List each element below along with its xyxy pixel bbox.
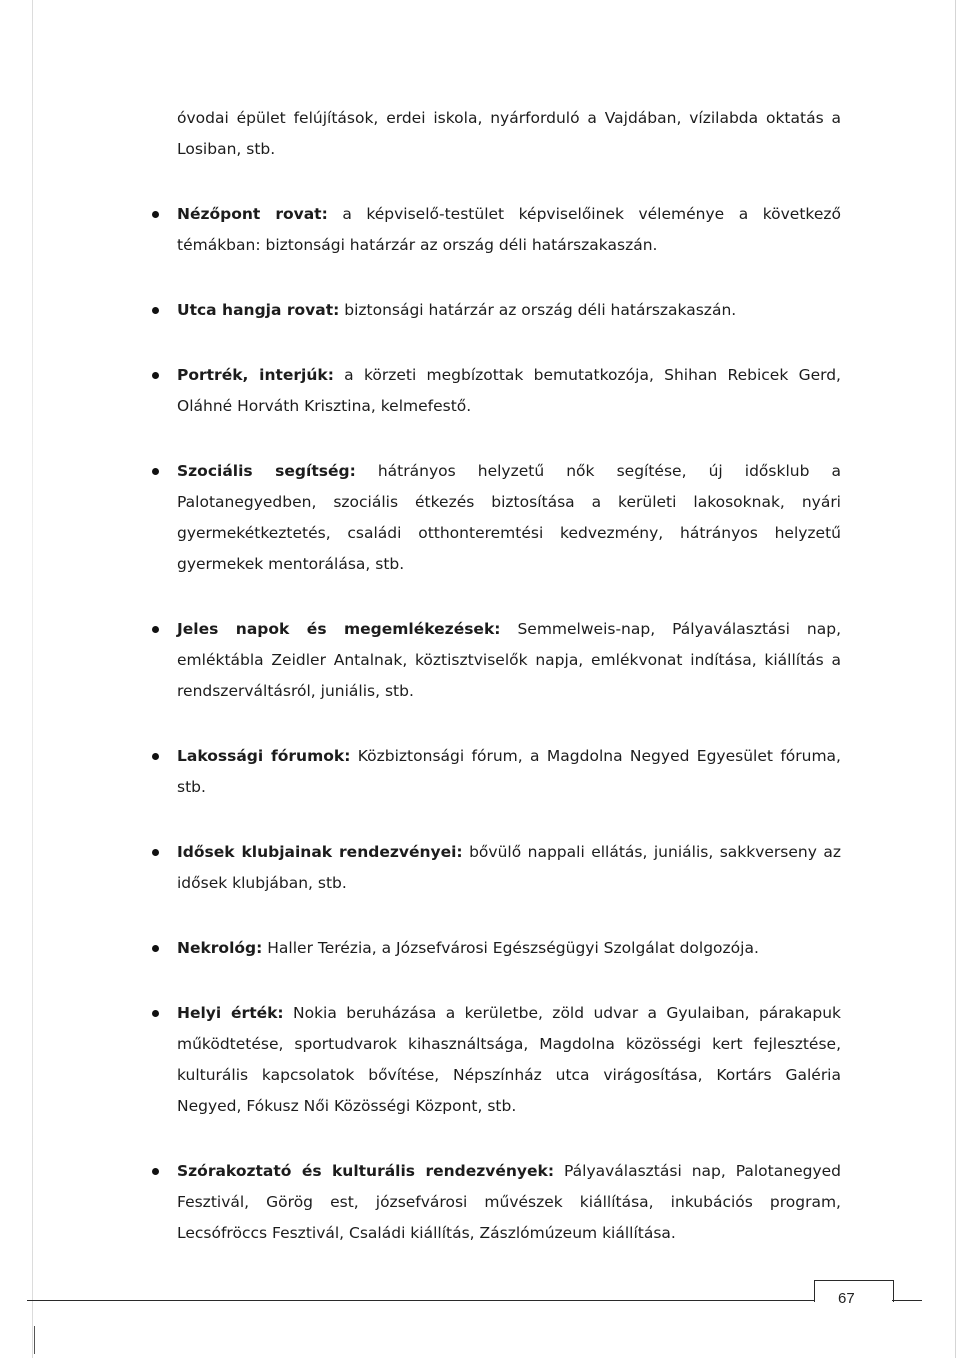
list-item — [177, 456, 841, 580]
item-label: Szórakoztató és kulturális rendezvények: — [177, 1162, 555, 1180]
bullet-icon — [152, 626, 159, 633]
bullet-icon — [152, 372, 159, 379]
footer-rule — [27, 1300, 815, 1301]
item-label: Idősek klubjainak rendezvényei: — [177, 843, 463, 861]
list-item — [177, 199, 841, 261]
page-content — [177, 103, 841, 1283]
scan-edge — [955, 0, 956, 1358]
list-item — [177, 360, 841, 422]
item-text: Haller Terézia, a Józsefvárosi Egészségügyi Szolgálat dolgozója. — [262, 939, 759, 957]
bullet-icon — [152, 945, 159, 952]
list-item — [177, 614, 841, 707]
list-item — [177, 998, 841, 1122]
item-label: Helyi érték: — [177, 1004, 284, 1022]
scan-edge — [32, 0, 33, 1358]
bullet-list — [177, 199, 841, 1249]
item-label: Szociális segítség: — [177, 462, 356, 480]
bullet-icon — [152, 849, 159, 856]
bullet-icon — [152, 1168, 159, 1175]
item-text: Nokia beruházása a kerületbe, zöld udvar a Gyulaiban, párakapuk működtetése, sportudvarok kihasználtsága, Magdolna közösségi kert fejlesztése, kulturális kapcsolatok bővítése, Népszínház utca virágosítása, Kortárs Galéria Negyed, Fókusz Női Közösségi Központ, stb. — [177, 1004, 841, 1115]
item-label: Jeles napok és megemlékezések: — [177, 620, 501, 638]
scan-mark — [34, 1326, 35, 1354]
item-text: biztonsági határzár az ország déli határszakaszán. — [339, 301, 737, 319]
item-text: a körzeti megbízottak bemutatkozója, Shihan Rebicek Gerd, Oláhné Horváth Krisztina, kelmefestő. — [177, 366, 841, 415]
item-label: Portrék, interjúk: — [177, 366, 334, 384]
item-text: a képviselő-testület képviselőinek véleménye a következő témákban: biztonsági határzár az ország déli határszakaszán. — [177, 205, 841, 254]
bullet-icon — [152, 307, 159, 314]
item-label: Utca hangja rovat: — [177, 301, 340, 319]
bullet-icon — [152, 753, 159, 760]
item-text: Semmelweis-nap, Pályaválasztási nap, emléktábla Zeidler Antalnak, köztisztviselők napja, emlékvonat indítása, kiállítás a rendszerváltásról, juniális, stb. — [177, 620, 841, 700]
list-item — [177, 837, 841, 899]
list-item — [177, 933, 841, 964]
item-text: bővülő nappali ellátás, juniális, sakkverseny az idősek klubjában, stb. — [177, 843, 841, 892]
list-item — [177, 295, 841, 326]
bullet-icon — [152, 211, 159, 218]
page-number: 67 — [838, 1290, 855, 1307]
item-label: Nekrológ: — [177, 939, 263, 957]
item-label: Lakossági fórumok: — [177, 747, 351, 765]
bullet-icon — [152, 468, 159, 475]
item-label: Nézőpont rovat: — [177, 205, 328, 223]
footer-rule — [892, 1300, 922, 1301]
intro-continuation-paragraph: óvodai épület felújítások, erdei iskola, nyárforduló a Vajdában, vízilabda oktatás a Losiban, stb. — [177, 109, 841, 158]
list-item — [177, 1156, 841, 1249]
item-text: hátrányos helyzetű nők segítése, új idősklub a Palotanegyedben, szociális étkezés biztosítása a kerületi lakosoknak, nyári gyermekétkeztetés, családi otthonteremtési kedvezmény, hátrányos helyzetű gyermekek mentorálása, stb. — [177, 462, 841, 573]
item-text: Közbiztonsági fórum, a Magdolna Negyed Egyesület fóruma, stb. — [177, 747, 841, 796]
list-item — [177, 741, 841, 803]
bullet-icon — [152, 1010, 159, 1017]
item-text: Pályaválasztási nap, Palotanegyed Fesztivál, Görög est, józsefvárosi művészek kiállítása, inkubációs program, Lecsófröccs Fesztivál, Családi kiállítás, Zászlómúzeum kiállítása. — [177, 1162, 841, 1242]
